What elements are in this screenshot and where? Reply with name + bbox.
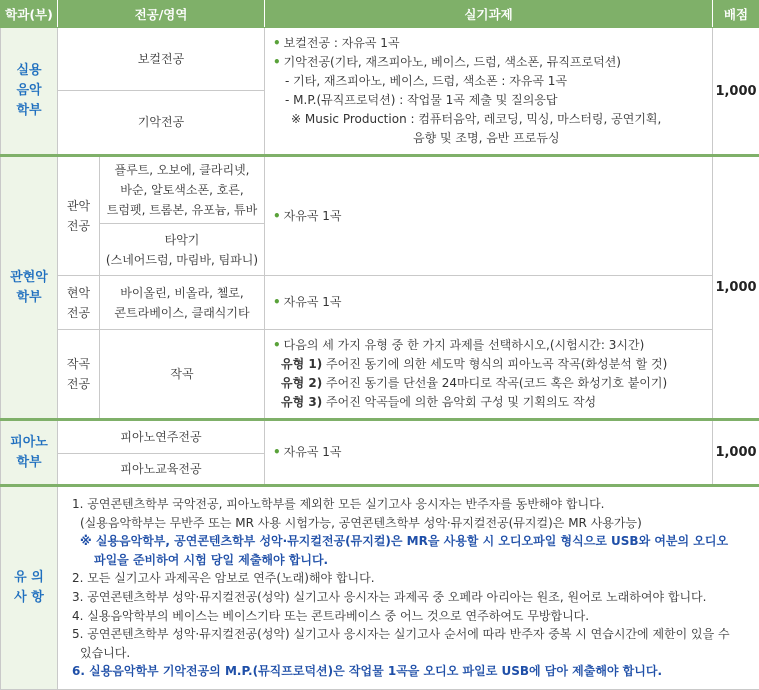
type-text: 주어진 악곡들에 의한 음악회 구성 및 기획의도 작성 xyxy=(322,395,596,409)
label-line: 전공 xyxy=(58,374,99,394)
note-item: 1. 공연콘텐츠학부 국악전공, 피아노학부를 제외한 모든 실기고사 응시자는 반주자를 동반해야 합니다. xyxy=(72,495,747,514)
task-line xyxy=(273,53,704,72)
task-piano xyxy=(265,420,713,486)
bullet-icon: • xyxy=(273,55,281,69)
task-line: - M.P.(뮤직프로덕션) : 작업물 1곡 제출 및 질의응답 xyxy=(273,91,704,110)
bullet-icon: • xyxy=(273,295,281,309)
task-text: 다음의 세 가지 유형 중 한 가지 과제를 선택하시오,(시험시간: 3시간) xyxy=(284,338,645,352)
instrument-line: 트럼펫, 트롬본, 유포늄, 튜바 xyxy=(100,200,264,220)
wind-label xyxy=(58,156,100,276)
score-orchestra: 1,000 xyxy=(713,156,759,420)
type-label: 유형 2) xyxy=(281,376,322,390)
instrument-line: 콘트라베이스, 클래식기타 xyxy=(100,303,264,323)
label-line: 현악 xyxy=(58,283,99,303)
type-label: 유형 3) xyxy=(281,395,322,409)
score-piano: 1,000 xyxy=(713,420,759,486)
note-item: 4. 실용음악학부의 베이스는 베이스기타 또는 콘트라베이스 중 어느 것으로 연주하여도 무방합니다. xyxy=(72,607,747,626)
task-line xyxy=(273,34,704,53)
bullet-icon: • xyxy=(273,36,281,50)
orchestra-row-string xyxy=(1,276,759,330)
major-piano-performance: 피아노연주전공 xyxy=(58,420,265,454)
percussion-instruments xyxy=(100,224,265,276)
task-string xyxy=(265,276,713,330)
header-dept: 학과(부) xyxy=(1,1,58,28)
label-line: 작곡 xyxy=(58,354,99,374)
dept-practical-music xyxy=(1,28,58,156)
dept-orchestra xyxy=(1,156,58,420)
dept-line: 실용 xyxy=(1,61,57,81)
bullet-icon: • xyxy=(273,338,281,352)
dept-line: 학부 xyxy=(1,101,57,121)
task-wind xyxy=(265,156,713,276)
type-text: 주어진 동기를 단선율 24마디로 작곡(코드 혹은 화성기호 붙이기) xyxy=(322,376,667,390)
instrument-line: 바이올린, 비올라, 첼로, xyxy=(100,283,264,303)
label-line: 사 항 xyxy=(1,588,57,608)
instrument-line: 바순, 알토색소폰, 호른, xyxy=(100,180,264,200)
piano-row-perf xyxy=(1,420,759,454)
task-line: 음향 및 조명, 음반 프로듀싱 xyxy=(273,129,704,148)
dept-piano xyxy=(1,420,58,486)
major-vocal: 보컬전공 xyxy=(58,28,265,91)
header-row xyxy=(1,1,759,28)
composition-label xyxy=(58,330,100,420)
notes-row xyxy=(1,486,759,690)
note-emphasis: 6. 실용음악학부 기악전공의 M.P.(뮤직프로덕션)은 작업물 1곡을 오디오 파일로 USB에 담아 제출해야 합니다. xyxy=(72,662,747,681)
note-item: (실용음악학부는 무반주 또는 MR 사용 시험가능, 공연콘텐츠학부 성악·뮤지컬전공(뮤지컬)은 MR 사용가능) xyxy=(72,514,747,533)
note-item: 5. 공연콘텐츠학부 성악·뮤지컬전공(성악) 실기고사 응시자는 실기고사 순서에 따라 반주자 중복 시 연습시간에 제한이 있을 수 xyxy=(72,625,747,644)
instrument-line: 타악기 xyxy=(100,230,264,250)
bullet-icon: • xyxy=(273,209,281,223)
string-label xyxy=(58,276,100,330)
type-text: 주어진 동기에 의한 세도막 형식의 피아노곡 작곡(화성분석 할 것) xyxy=(322,357,667,371)
note-emphasis: ※ 실용음악학부, 공연콘텐츠학부 성악·뮤지컬전공(뮤지컬)은 MR을 사용할 시 오디오파일 형식으로 USB와 여분의 오디오 xyxy=(72,532,747,551)
label-line: 관악 xyxy=(58,196,99,216)
major-piano-education: 피아노교육전공 xyxy=(58,454,265,486)
header-major: 전공/영역 xyxy=(58,1,265,28)
comp-type-3 xyxy=(273,393,704,412)
label-line: 전공 xyxy=(58,216,99,236)
task-line: ※ Music Production : 컴퓨터음악, 레코딩, 믹싱, 마스터링, 공연기획, xyxy=(273,110,704,129)
notes-label xyxy=(1,486,58,690)
bullet-icon: • xyxy=(273,445,281,459)
task-text: 기악전공(기타, 재즈피아노, 베이스, 드럼, 색소폰, 뮤직프로덕션) xyxy=(284,55,621,69)
task-text: 자유곡 1곡 xyxy=(284,209,342,223)
comp-type-2 xyxy=(273,374,704,393)
dept-line: 학부 xyxy=(1,453,57,473)
note-item: 2. 모든 실기고사 과제곡은 암보로 연주(노래)해야 합니다. xyxy=(72,569,747,588)
instrument-line: (스네어드럼, 마림바, 팀파니) xyxy=(100,250,264,270)
orchestra-row-wind xyxy=(1,156,759,224)
score-practical-music: 1,000 xyxy=(713,28,759,156)
dept-line: 학부 xyxy=(1,288,57,308)
header-score: 배점 xyxy=(713,1,759,28)
practical-row-vocal xyxy=(1,28,759,91)
dept-line: 관현악 xyxy=(1,268,57,288)
task-line: - 기타, 재즈피아노, 베이스, 드럼, 색소폰 : 자유곡 1곡 xyxy=(273,72,704,91)
type-label: 유형 1) xyxy=(281,357,322,371)
task-text: 자유곡 1곡 xyxy=(284,295,342,309)
task-composition xyxy=(265,330,713,420)
string-instruments xyxy=(100,276,265,330)
task-text: 보컬전공 : 자유곡 1곡 xyxy=(284,36,400,50)
major-instrumental: 기악전공 xyxy=(58,90,265,155)
orchestra-row-composition xyxy=(1,330,759,420)
label-line: 전공 xyxy=(58,303,99,323)
task-text: 자유곡 1곡 xyxy=(284,445,342,459)
dept-line: 음악 xyxy=(1,81,57,101)
wind-instruments xyxy=(100,156,265,224)
notes-content xyxy=(58,486,759,690)
label-line: 유 의 xyxy=(1,568,57,588)
comp-type-1 xyxy=(273,355,704,374)
note-item: 3. 공연콘텐츠학부 성악·뮤지컬전공(성악) 실기고사 응시자는 과제곡 중 오페라 아리아는 원조, 원어로 노래하여야 합니다. xyxy=(72,588,747,607)
header-task: 실기과제 xyxy=(265,1,713,28)
instrument-line: 플루트, 오보에, 클라리넷, xyxy=(100,160,264,180)
task-line xyxy=(273,336,704,355)
composition-major: 작곡 xyxy=(100,330,265,420)
note-emphasis: 파일을 준비하여 시험 당일 제출해야 합니다. xyxy=(72,551,747,570)
note-item: 있습니다. xyxy=(72,644,747,663)
task-practical-music xyxy=(265,28,713,156)
dept-line: 피아노 xyxy=(1,433,57,453)
